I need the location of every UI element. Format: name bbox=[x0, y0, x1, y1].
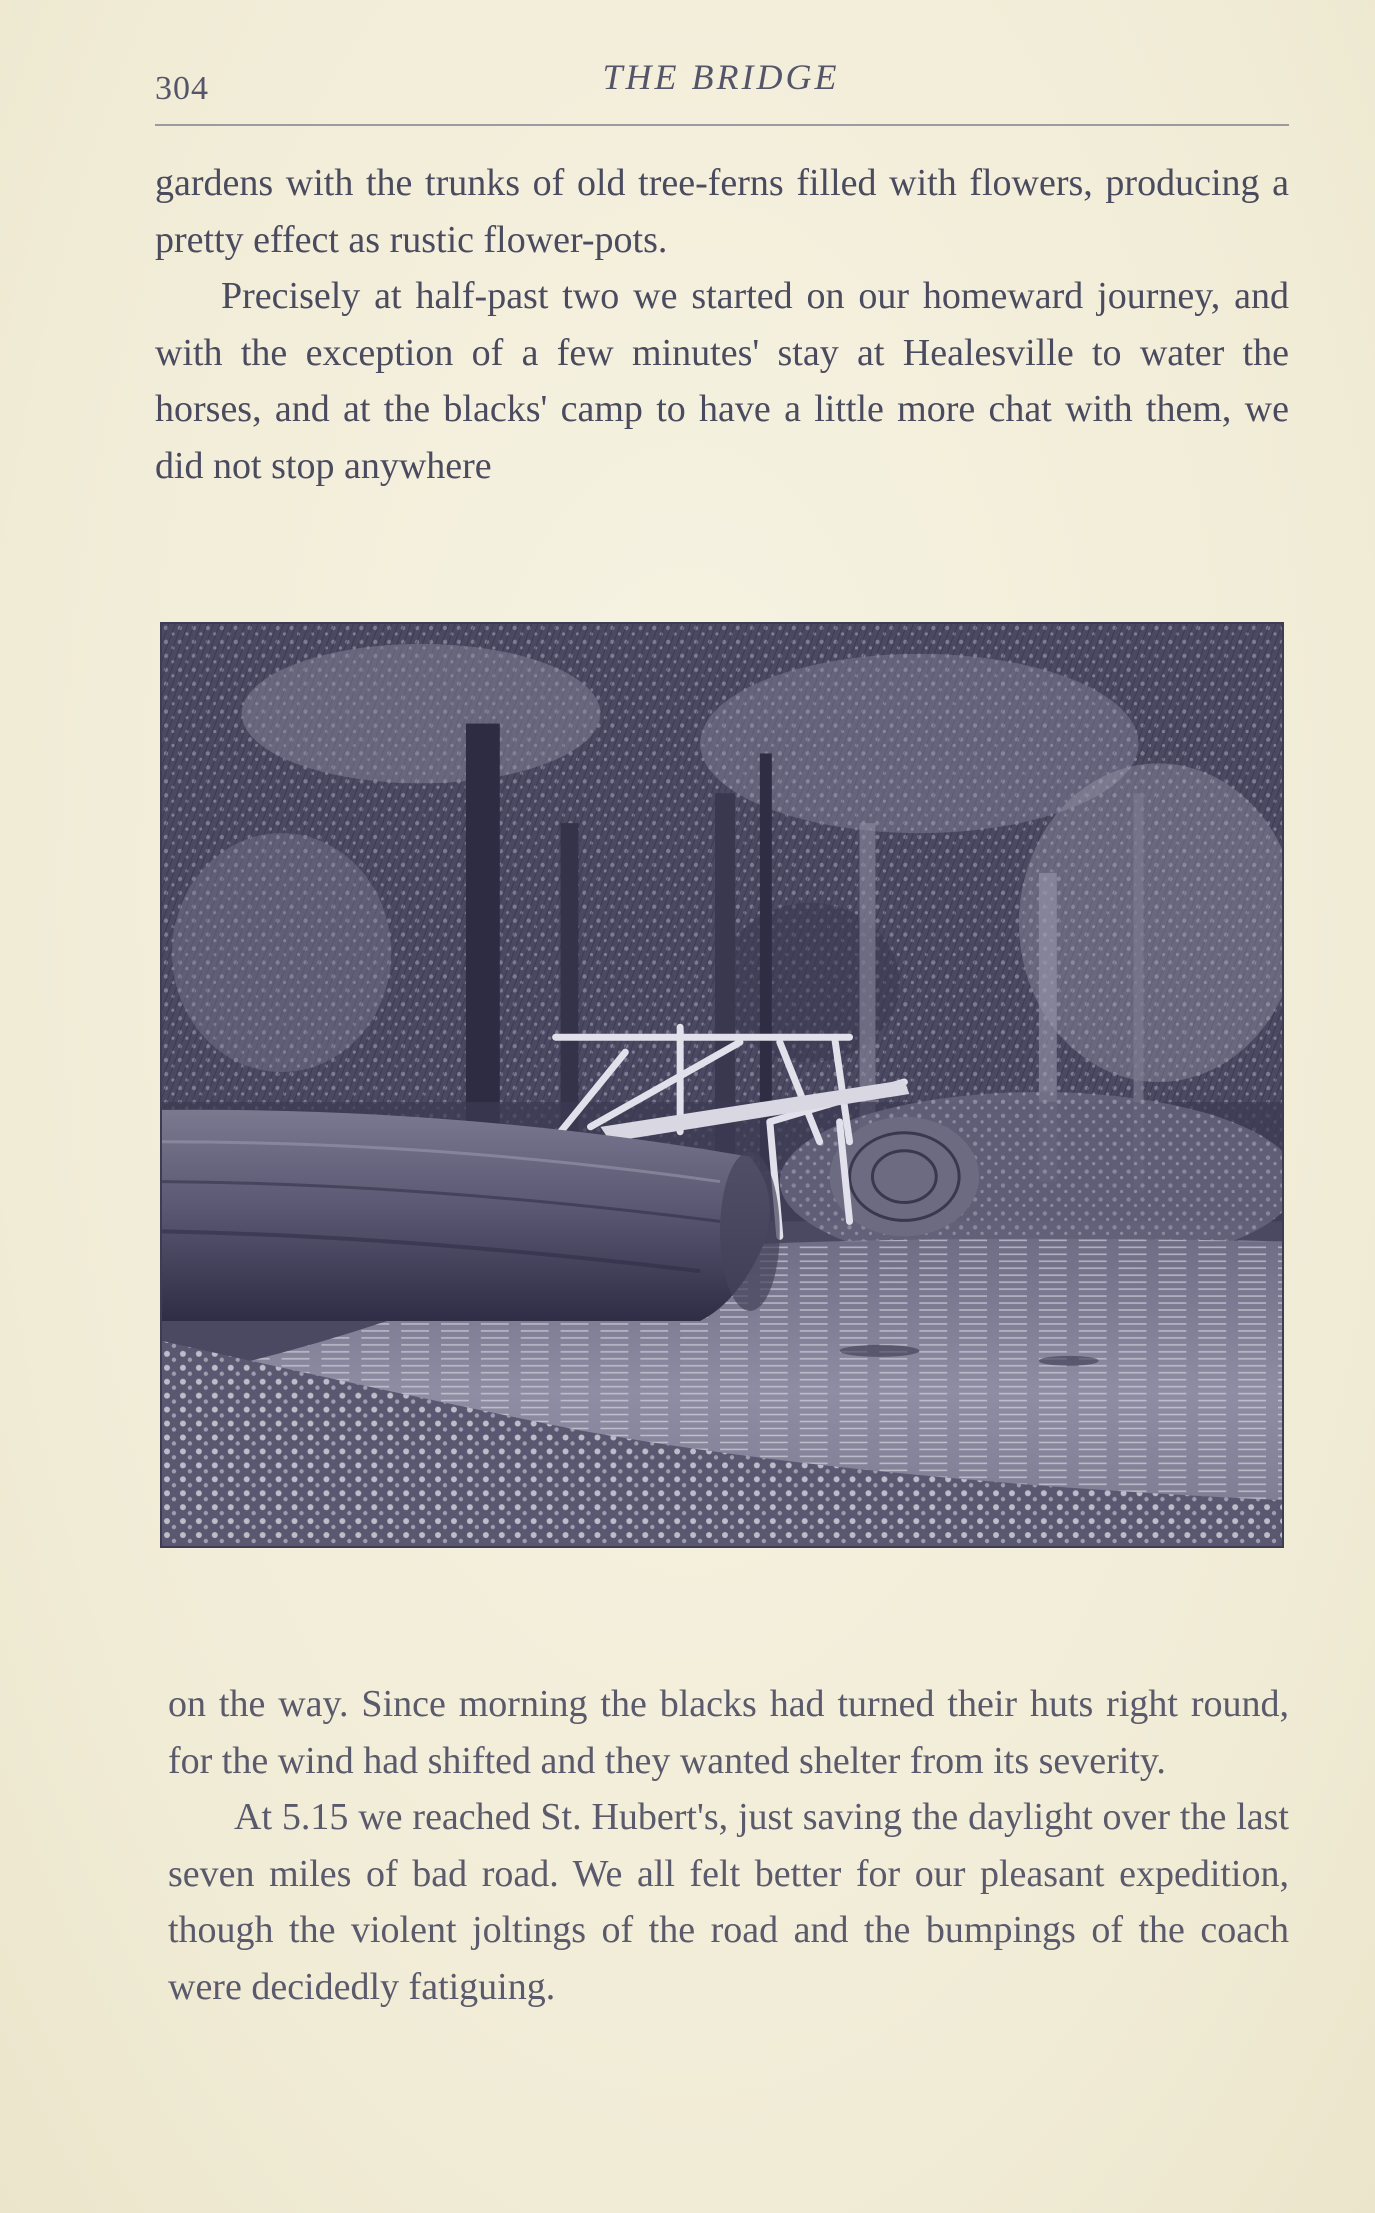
paragraph: gardens with the trunks of old tree-ferns filled with flowers, producing a pretty effect as rustic flower-pots. bbox=[155, 162, 1289, 261]
bridge-illustration bbox=[160, 622, 1284, 1548]
paragraph: Precisely at half-past two we started on our homeward journey, and with the exception of a few minutes' stay at Healesville to water the horses, and at the blacks' camp to have a little more chat with them, we did not stop anywhere bbox=[155, 275, 1289, 487]
paragraph: on the way. Since morning the blacks had turned their huts right round, for the wind had shifted and they wanted shelter from its severity. bbox=[168, 1683, 1289, 1782]
running-title: THE BRIDGE bbox=[602, 57, 840, 97]
header-rule bbox=[155, 124, 1289, 126]
body-text-top bbox=[155, 155, 1289, 494]
page-number: 304 bbox=[155, 70, 209, 107]
paragraph: At 5.15 we reached St. Hubert's, just saving the daylight over the last seven miles of bad road. We all felt better for our pleasant expedition, though the violent joltings of the road and the bumpings of the coach were decidedly fatiguing. bbox=[168, 1796, 1289, 2008]
body-text-bottom bbox=[168, 1676, 1289, 2015]
engraving-icon bbox=[162, 624, 1282, 1546]
page-header bbox=[155, 50, 1287, 130]
